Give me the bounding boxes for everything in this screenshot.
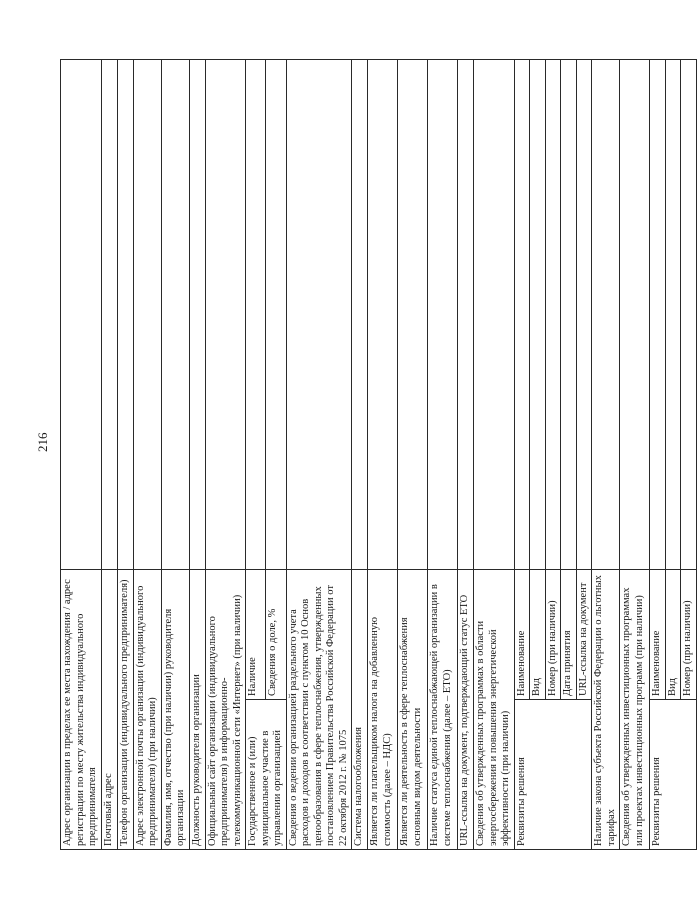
- value-website[interactable]: [205, 59, 246, 569]
- value-tax-system[interactable]: [352, 59, 368, 569]
- label-decision-1-url: URL-ссылка на документ: [576, 569, 592, 699]
- page-number: 216: [35, 432, 50, 452]
- label-vat-payer: Является ли плательщиком налога на добавленную стоимость (далее – НДС): [368, 569, 398, 849]
- label-decision-1-number: Номер (при наличии): [545, 569, 561, 699]
- value-main-activity[interactable]: [398, 59, 428, 569]
- table-row: [133, 59, 161, 849]
- value-decision-1-url[interactable]: [576, 59, 592, 569]
- table-row: [61, 59, 102, 849]
- label-decision-2-number: Номер (при наличии): [681, 569, 697, 699]
- value-decision-2-type[interactable]: [665, 59, 681, 569]
- label-decision-2-type: Вид: [665, 569, 681, 699]
- label-separate-accounting: Сведения о ведении организацией раздельного учета расходов и доходов в соответствии с пунктом 10 Основ ценообразования в сфере теплоснабжения, утвержденных постановлением Правительства Российской Федерации от 22 октября 2012 г. № 1075: [286, 569, 352, 849]
- table-row: [205, 59, 246, 849]
- table-row: [428, 59, 458, 849]
- table-row: [474, 59, 515, 849]
- value-investment-programs[interactable]: [620, 59, 650, 569]
- table-row: [352, 59, 368, 849]
- value-eto-url[interactable]: [458, 59, 474, 569]
- label-energy-programs: Сведения об утвержденных программах в области энергосбережения и повышения энергетической эффективности (при наличии): [474, 569, 515, 849]
- value-decision-1-date[interactable]: [561, 59, 577, 569]
- table-row: [161, 59, 189, 849]
- value-head-name[interactable]: [161, 59, 189, 569]
- label-phone: Телефон организации (индивидуального предпринимателя): [117, 569, 133, 849]
- table-row: [620, 59, 650, 849]
- value-state-participation-presence[interactable]: [246, 59, 266, 569]
- label-decision-2-name: Наименование: [650, 569, 666, 699]
- label-state-participation-share: Сведения о доле, %: [266, 569, 286, 699]
- value-state-participation-share[interactable]: [266, 59, 286, 569]
- table-row: [592, 59, 620, 849]
- value-postal-address[interactable]: [101, 59, 117, 569]
- value-decision-1-name[interactable]: [514, 59, 530, 569]
- value-decision-1-type[interactable]: [530, 59, 546, 569]
- label-website: Официальный сайт организации (индивидуального предпринимателя) в информационно-телекоммуникационной сети «Интернет» (при наличии): [205, 569, 246, 849]
- table-row: [246, 59, 266, 849]
- label-investment-programs: Сведения об утвержденных инвестиционных программах или проектах инвестиционных программ (при наличии): [620, 569, 650, 849]
- value-eto-status[interactable]: [428, 59, 458, 569]
- table-row: [650, 59, 666, 849]
- value-email[interactable]: [133, 59, 161, 569]
- label-decision-details-1: Реквизиты решения: [514, 700, 592, 850]
- value-energy-programs[interactable]: [474, 59, 515, 569]
- label-head-name: Фамилия, имя, отчество (при наличии) руководителя организации: [161, 569, 189, 849]
- value-vat-payer[interactable]: [368, 59, 398, 569]
- label-state-participation-presence: Наличие: [246, 569, 266, 699]
- table-row: [368, 59, 398, 849]
- label-decision-1-name: Наименование: [514, 569, 530, 699]
- label-tax-system: Система налогообложения: [352, 569, 368, 849]
- label-regional-law: Наличие закона субъекта Российской Федерации о льготных тарифах: [592, 569, 620, 849]
- label-eto-url: URL-ссылка на документ, подтверждающий статус ЕТО: [458, 569, 474, 849]
- value-decision-1-number[interactable]: [545, 59, 561, 569]
- label-state-participation: Государственное и (или) муниципальное участие в управлении организацией: [246, 700, 287, 850]
- value-address[interactable]: [61, 59, 102, 569]
- table-row: [101, 59, 117, 849]
- label-postal-address: Почтовый адрес: [101, 569, 117, 849]
- value-decision-2-name[interactable]: [650, 59, 666, 569]
- value-decision-2-number[interactable]: [681, 59, 697, 569]
- label-decision-details-2: Реквизиты решения: [650, 700, 697, 850]
- label-address: Адрес организации в пределах ее места нахождения / адрес регистрации по месту жительства индивидуального предпринимателя: [61, 569, 102, 849]
- table-row: [458, 59, 474, 849]
- rotated-form: [60, 60, 693, 850]
- value-head-position[interactable]: [189, 59, 205, 569]
- table-row: [514, 59, 530, 849]
- label-eto-status: Наличие статуса единой теплоснабжающей организации в системе теплоснабжения (далее – ЕТО): [428, 569, 458, 849]
- label-main-activity: Является ли деятельность в сфере теплоснабжения основным видом деятельности: [398, 569, 428, 849]
- label-email: Адрес электронной почты организации (индивидуального предпринимателя) (при наличии): [133, 569, 161, 849]
- label-decision-1-type: Вид: [530, 569, 546, 699]
- label-decision-1-date: Дата принятия: [561, 569, 577, 699]
- label-head-position: Должность руководителя организации: [189, 569, 205, 849]
- value-separate-accounting[interactable]: [286, 59, 352, 569]
- value-phone[interactable]: [117, 59, 133, 569]
- organization-info-table: [60, 59, 697, 850]
- table-row: [117, 59, 133, 849]
- table-row: [286, 59, 352, 849]
- table-row: [189, 59, 205, 849]
- value-regional-law[interactable]: [592, 59, 620, 569]
- table-row: [398, 59, 428, 849]
